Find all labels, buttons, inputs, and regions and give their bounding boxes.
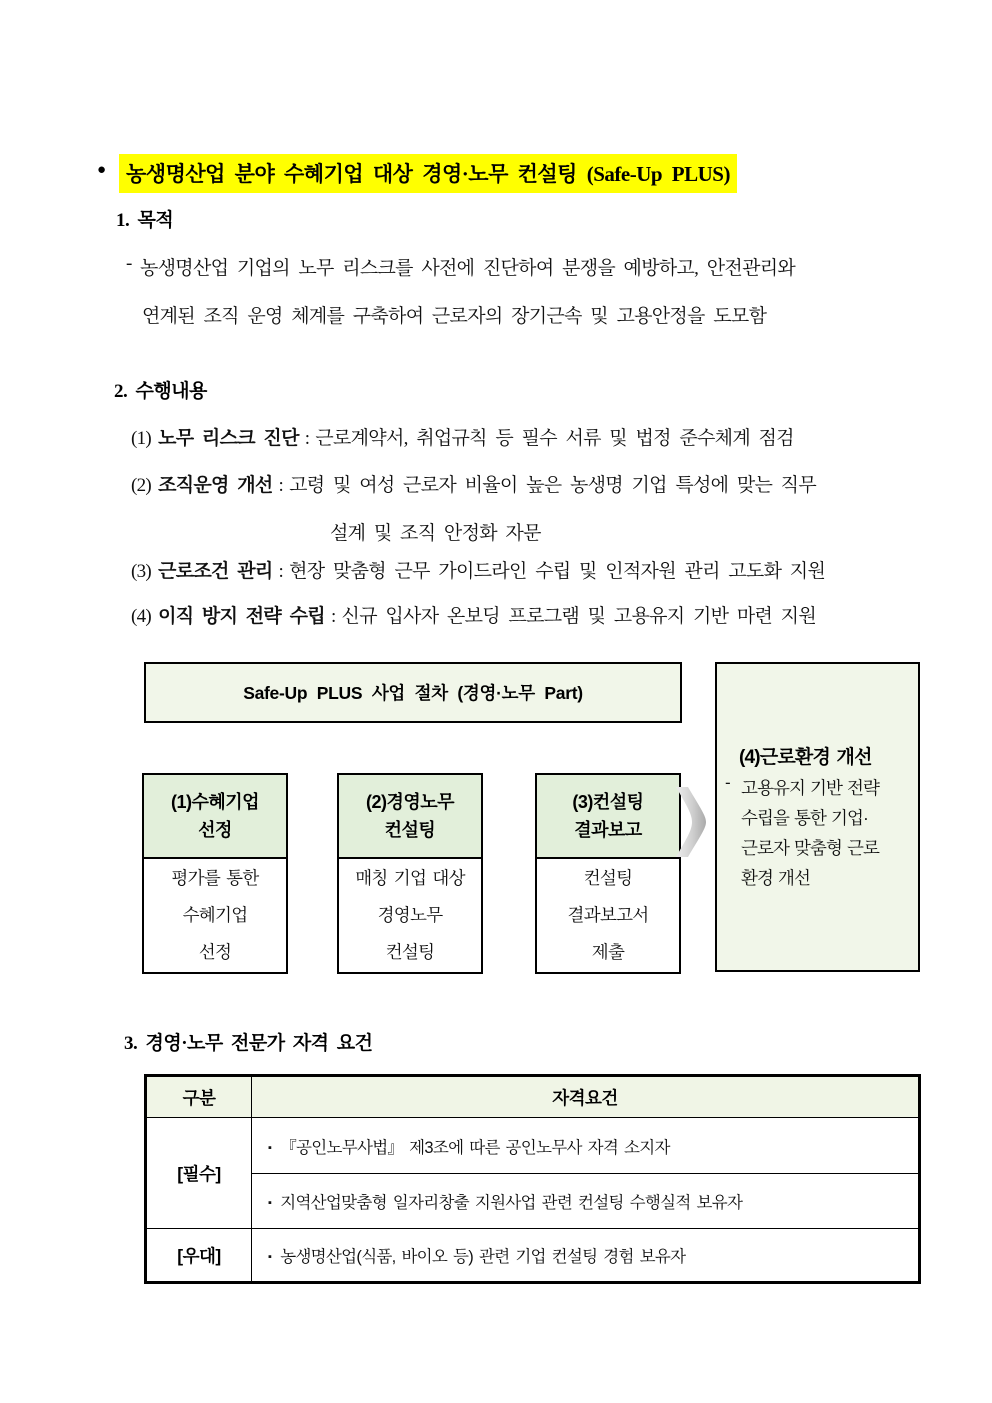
- purpose-text-line2: 연계된 조직 운영 체계를 구축하여 근로자의 장기근속 및 고용안정을 도모함: [142, 306, 767, 327]
- step-3-head-line1: (3)컨설팅: [572, 792, 644, 812]
- diagram-title: Safe-Up PLUS 사업 절차 (경영·노무 Part): [243, 683, 583, 703]
- step-1-body-line3: 선정: [198, 942, 232, 962]
- step-3-header: [537, 775, 679, 859]
- diagram-step-2: [337, 773, 483, 974]
- section-heading-experts: 3. 경영·노무 전문가 자격 요건: [124, 1033, 373, 1054]
- step-3-head-line2: 결과보고: [574, 820, 642, 840]
- step-3-body: [537, 859, 679, 972]
- table-row: [146, 1174, 920, 1229]
- content-item-2: [131, 470, 816, 497]
- item-label: 이직 방지 전략 수립: [158, 606, 325, 627]
- diagram-step-1: [142, 773, 288, 974]
- step-1-body-line2: 수혜기업: [182, 905, 248, 925]
- result-body: [725, 773, 910, 893]
- item-number: (1): [131, 428, 152, 449]
- item-label: 노무 리스크 진단: [158, 428, 299, 449]
- chevron-right-icon: [672, 784, 710, 860]
- item-separator: :: [278, 475, 284, 496]
- dash-bullet: -: [126, 253, 132, 274]
- square-bullet-icon: ▪: [268, 1251, 272, 1263]
- section-heading-purpose: 1. 목적: [116, 210, 174, 231]
- item-separator: :: [330, 606, 336, 627]
- page-title: 농생명산업 분야 수혜기업 대상 경영·노무 컨설팅 (Safe-Up PLUS): [119, 154, 737, 193]
- step-1-header: [144, 775, 286, 859]
- square-bullet-icon: ▪: [268, 1197, 272, 1209]
- step-1-body-line1: 평가를 통한: [171, 868, 259, 888]
- step-1-head-line2: 선정: [198, 820, 232, 840]
- diagram-title-box: [144, 662, 682, 723]
- step-3-body-line1: 컨설팅: [583, 868, 633, 888]
- item-separator: :: [304, 428, 310, 449]
- item-number: (2): [131, 475, 152, 496]
- table-row: [146, 1118, 920, 1174]
- requirement-text: 지역산업맞춤형 일자리창출 지원사업 관련 컨설팅 수행실적 보유자: [280, 1194, 743, 1212]
- result-title: (4)근로환경 개선: [739, 746, 872, 768]
- result-line3: 근로자 맞춤형 근로: [741, 837, 879, 858]
- item-number: (3): [131, 561, 152, 582]
- result-line1: 고용유지 기반 전략: [741, 777, 879, 798]
- item-number: (4): [131, 606, 152, 627]
- table-header-row: [146, 1076, 920, 1118]
- step-2-head-line1: (2)경영노무: [365, 792, 455, 812]
- item-separator: :: [278, 561, 284, 582]
- qualification-table: [144, 1074, 921, 1284]
- item-text: 근로계약서, 취업규칙 등 필수 서류 및 법정 준수체계 점검: [315, 428, 794, 449]
- table-header-requirement: 자격요건: [252, 1076, 920, 1118]
- table-cell-requirement-1: [252, 1118, 920, 1174]
- requirement-text: 『공인노무사법』 제3조에 따른 공인노무사 자격 소지자: [280, 1138, 670, 1157]
- table-cell-requirement-2: [252, 1174, 920, 1229]
- result-line4: 환경 개선: [741, 867, 810, 888]
- step-2-header: [339, 775, 481, 859]
- step-2-body-line3: 컨설팅: [385, 942, 435, 962]
- content-item-2-line2: 설계 및 조직 안정화 자문: [330, 523, 541, 544]
- step-3-body-line3: 제출: [591, 942, 625, 962]
- table-category-required: [필수]: [146, 1118, 252, 1229]
- diagram-result-box: [715, 662, 920, 972]
- item-text: 신규 입사자 온보딩 프로그램 및 고용유지 기반 마련 지원: [341, 606, 816, 627]
- section-heading-contents: 2. 수행내용: [114, 381, 207, 402]
- item-text: 현장 맞춤형 근무 가이드라인 수립 및 인적자원 관리 고도화 지원: [289, 561, 826, 582]
- item-label: 조직운영 개선: [158, 475, 273, 496]
- step-2-body-line1: 매칭 기업 대상: [355, 868, 465, 888]
- step-2-body: [339, 859, 481, 972]
- item-label: 근로조건 관리: [158, 561, 273, 582]
- square-bullet-icon: ▪: [268, 1141, 272, 1154]
- step-1-body: [144, 859, 286, 972]
- content-item-3: [131, 556, 825, 583]
- step-2-body-line2: 경영노무: [377, 905, 443, 925]
- list-bullet-icon: ●: [97, 162, 107, 178]
- table-category-preferred: [우대]: [146, 1229, 252, 1283]
- item-text: 고령 및 여성 근로자 비율이 높은 농생명 기업 특성에 맞는 직무: [289, 475, 816, 496]
- requirement-text: 농생명산업(식품, 바이오 등) 관련 기업 컨설팅 경험 보유자: [280, 1248, 686, 1266]
- step-2-head-line2: 컨설팅: [384, 820, 436, 840]
- result-line2: 수립을 통한 기업·: [741, 807, 868, 828]
- content-item-4: [131, 601, 816, 628]
- content-item-1: [131, 423, 794, 450]
- purpose-text-line1: 농생명산업 기업의 노무 리스크를 사전에 진단하여 분쟁을 예방하고, 안전관리와: [140, 258, 796, 279]
- step-1-head-line1: (1)수혜기업: [170, 792, 260, 812]
- step-3-body-line2: 결과보고서: [567, 905, 649, 925]
- dash-bullet: -: [725, 772, 731, 792]
- table-cell-requirement-3: [252, 1229, 920, 1283]
- table-header-category: 구분: [146, 1076, 252, 1118]
- diagram-step-3: [535, 773, 681, 974]
- table-row: [146, 1229, 920, 1283]
